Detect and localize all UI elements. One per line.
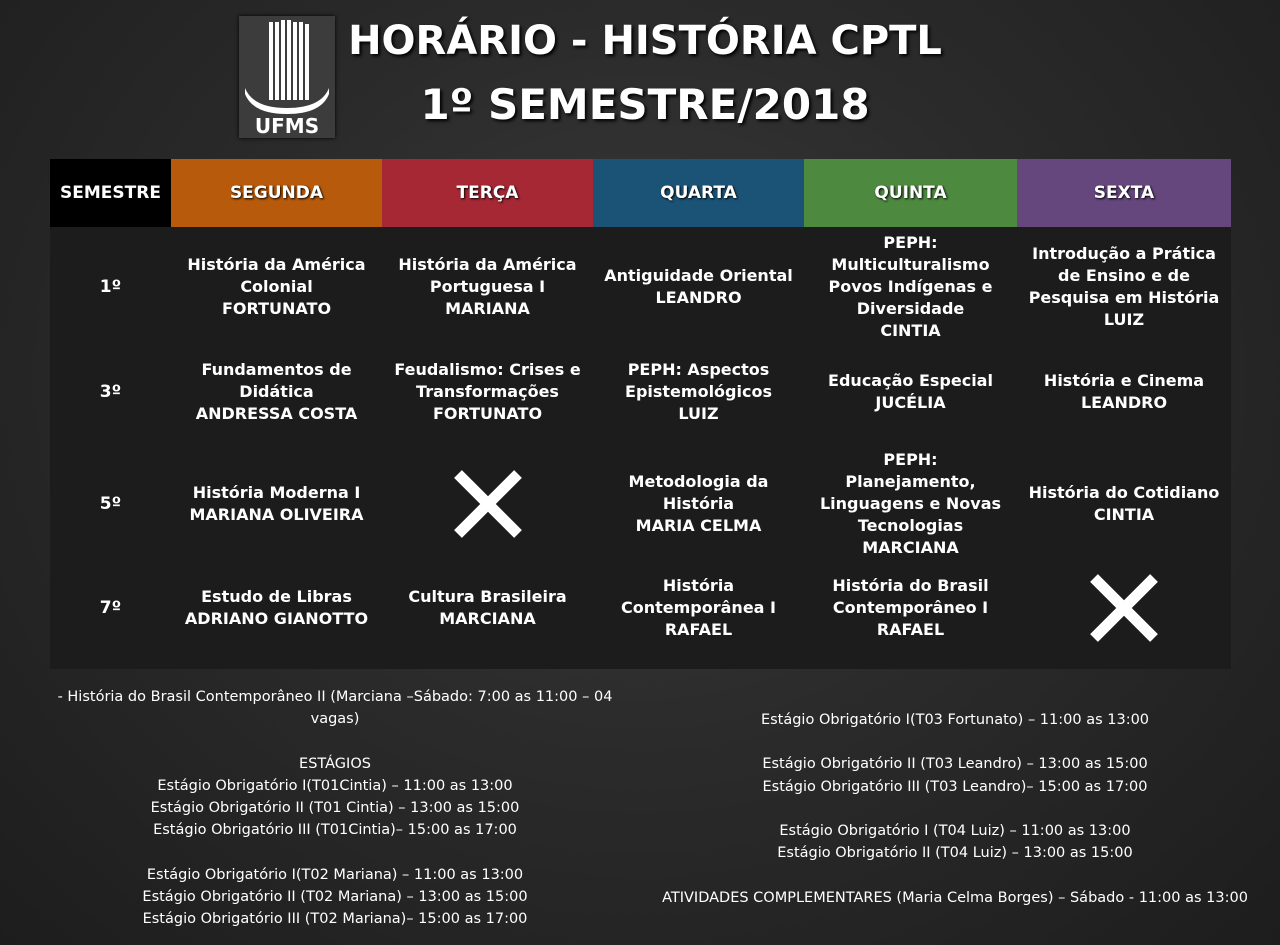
schedule-cell [1017,449,1231,559]
note-line: Estágio Obrigatório I (T04 Luiz) – 11:00 as 13:00 [779,822,1131,839]
cell-line: CINTIA [880,321,941,340]
cell-line: Cultura Brasileira [408,587,567,606]
note-line: Estágio Obrigatório III (T01Cintia)– 15:00 as 17:00 [153,822,517,839]
semester-label: 3º [99,382,122,402]
schedule-cell [593,344,804,440]
note-line: Estágio Obrigatório II (T01 Cintia) – 13:00 as 15:00 [150,800,520,816]
note-line: ATIVIDADES COMPLEMENTARES (Maria Celma Borges) – Sábado - 11:00 as 13:00 [662,889,1248,906]
page-subtitle: 1º SEMESTRE/2018 [420,80,870,129]
note-line: Estágio Obrigatório II (T02 Mariana) – 13:00 as 15:00 [142,888,528,905]
note-line [40,841,630,863]
header-day-2: TERÇA [382,159,593,227]
cell-line: Antiguidade Oriental [604,266,793,285]
schedule-cell [1017,344,1231,440]
header-day-4: QUINTA [804,159,1017,227]
cell-line: Contemporâneo I [832,598,989,617]
cell-line: ADRIANO GIANOTTO [184,609,369,628]
cell-line: Introdução a Prática [1032,244,1216,263]
schedule-cell [382,449,593,559]
note-line: Estágio Obrigatório II (T03 Leandro) – 13:00 as 15:00 [762,756,1148,773]
cell-line: Povos Indígenas e [828,277,993,296]
cell-line: Estudo de Libras [201,587,352,606]
header-day-5: SEXTA [1017,159,1231,227]
note-line [635,864,1275,886]
cell-line: CINTIA [1093,505,1155,524]
schedule-cell [171,344,382,440]
no-class-x-icon [452,468,524,540]
schedule-cell [804,344,1017,440]
schedule-cell [382,344,593,440]
cell-line: Transformações [416,382,559,401]
header-day-1: SEGUNDA [171,159,382,227]
cell-line: PEPH: [883,233,938,252]
cell-line: PEPH: Aspectos [627,360,770,379]
cell-line: FORTUNATO [221,299,332,318]
note-line: Estágio Obrigatório II (T04 Luiz) – 13:00 as 15:00 [777,845,1133,862]
semester-label: 1º [99,277,122,297]
schedule-cell [804,554,1017,662]
cell-line: LUIZ [1103,310,1145,329]
cell-line: PEPH: [883,450,938,469]
cell-line: História Moderna I [192,483,361,502]
cell-line: História e Cinema [1043,371,1205,390]
cell-line: Diversidade [856,299,965,318]
header-day-3: QUARTA [593,159,804,227]
cell-line: História do Cotidiano [1028,483,1220,502]
cell-line: Colonial [240,277,313,296]
cell-line: Feudalismo: Crises e [394,360,581,379]
schedule-table [50,159,1231,669]
cell-line: História da América [398,255,577,274]
cell-line: LUIZ [678,404,719,423]
cell-line: FORTUNATO [432,404,543,423]
schedule-cell [593,449,804,559]
cell-line: Pesquisa em História [1028,288,1220,307]
cell-line: Fundamentos de [201,360,352,379]
cell-line: MARIANA OLIVEIRA [189,505,364,524]
cell-line: Tecnologias [857,516,964,535]
semester-label: 5º [99,494,122,514]
note-line: Estágio Obrigatório III (T02 Mariana)– 15:00 as 17:00 [142,911,528,927]
note-line: Estágio Obrigatório I(T02 Mariana) – 11:00 as 13:00 [146,866,524,883]
cell-line: Didática [239,382,314,401]
schedule-cell [1017,239,1231,335]
notes-left [40,686,630,930]
cell-line: História do Brasil [832,576,989,595]
cell-line: MARIA CELMA [635,516,762,535]
note-line: - História do Brasil Contemporâneo II (Marciana –Sábado: 7:00 as 11:00 – 04 [57,689,613,705]
cell-line: História [662,494,735,513]
schedule-cell [593,239,804,335]
schedule-cell [1017,554,1231,662]
cell-line: de Ensino e de [1058,266,1190,285]
cell-line: Portuguesa I [429,277,546,296]
schedule-cell [171,449,382,559]
note-line [635,731,1275,753]
note-line: vagas) [310,711,360,728]
notes-right [635,709,1275,909]
cell-line: Multiculturalismo [831,255,990,274]
cell-line: MARIANA [445,299,530,318]
note-line: Estágio Obrigatório III (T03 Leandro)– 15:00 as 17:00 [762,778,1148,795]
note-line: ESTÁGIOS [299,755,371,772]
logo-text: UFMS [254,114,320,138]
schedule-cell [171,239,382,335]
schedule-cell [171,554,382,662]
cell-line: Epistemológicos [625,382,772,401]
semester-label: 7º [99,598,122,618]
cell-line: História [662,576,735,595]
no-class-x-icon [1088,572,1160,644]
cell-line: MARCIANA [439,609,536,628]
cell-line: RAFAEL [876,620,945,639]
cell-line: JUCÉLIA [875,393,946,412]
note-line: Estágio Obrigatório I(T01Cintia) – 11:00 as 13:00 [157,777,513,794]
header-semester: SEMESTRE [50,159,171,227]
schedule-cell [593,554,804,662]
cell-line: Metodologia da [628,472,769,491]
cell-line: ANDRESSA COSTA [195,404,358,423]
cell-line: Linguagens e Novas [819,494,1002,513]
page-title: HORÁRIO - HISTÓRIA CPTL [348,18,942,64]
note-line [40,730,630,752]
schedule-cell [804,233,1017,340]
schedule-cell [382,554,593,662]
cell-line: RAFAEL [664,620,733,639]
cell-line: História da América [187,255,366,274]
schedule-cell [804,449,1017,559]
cell-line: LEANDRO [1080,393,1168,412]
cell-line: LEANDRO [655,288,742,307]
cell-line: Contemporânea I [621,598,776,617]
note-line: Estágio Obrigatório I(T03 Fortunato) – 11:00 as 13:00 [760,712,1150,728]
cell-line: Planejamento, [845,472,976,491]
schedule-cell [382,239,593,335]
cell-line: Educação Especial [828,371,993,390]
note-line [635,798,1275,820]
cell-line: MARCIANA [862,538,959,557]
